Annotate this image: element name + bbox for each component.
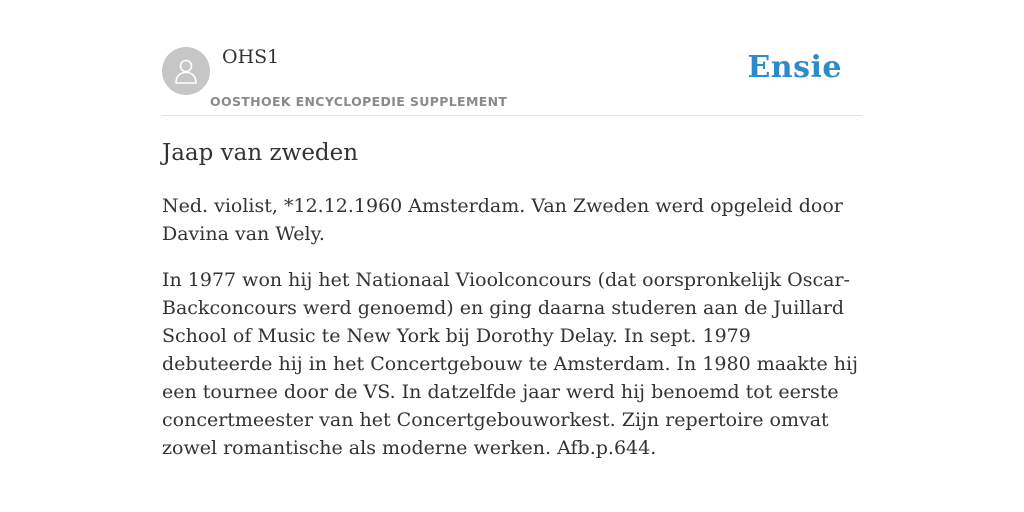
article-paragraph: In 1977 won hij het Nationaal Vioolconcours (dat oorspronkelijk Oscar-Backconcours werd genoemd) en ging daarna studeren aan de Juillard School of Music te New York bij Dorothy Delay. In sept. 1979 debuteerde hij in het Concertgebouw te Amsterdam. In 1980 maakte hij een tournee door de VS. In datzelfde jaar werd hij benoemd tot eerste concertmeester van het Concertgebouworkest. Zijn repertoire omvat zowel romantische als moderne werken. Afb.p.644. <box>162 269 859 459</box>
article-body <box>162 192 862 480</box>
article-header <box>162 0 862 116</box>
avatar[interactable] <box>162 47 210 95</box>
article-paragraph: Ned. violist, *12.12.1960 Amsterdam. Van Zweden werd opgeleid door Davina van Wely. <box>162 195 843 245</box>
source-label[interactable]: OOSTHOEK ENCYCLOPEDIE SUPPLEMENT <box>210 94 508 109</box>
user-icon <box>171 56 201 86</box>
author-name[interactable]: OHS1 <box>222 46 280 68</box>
ensie-logo[interactable]: Ensie <box>747 50 842 85</box>
article-title: Jaap van zweden <box>162 140 359 166</box>
page-container <box>162 0 862 459</box>
